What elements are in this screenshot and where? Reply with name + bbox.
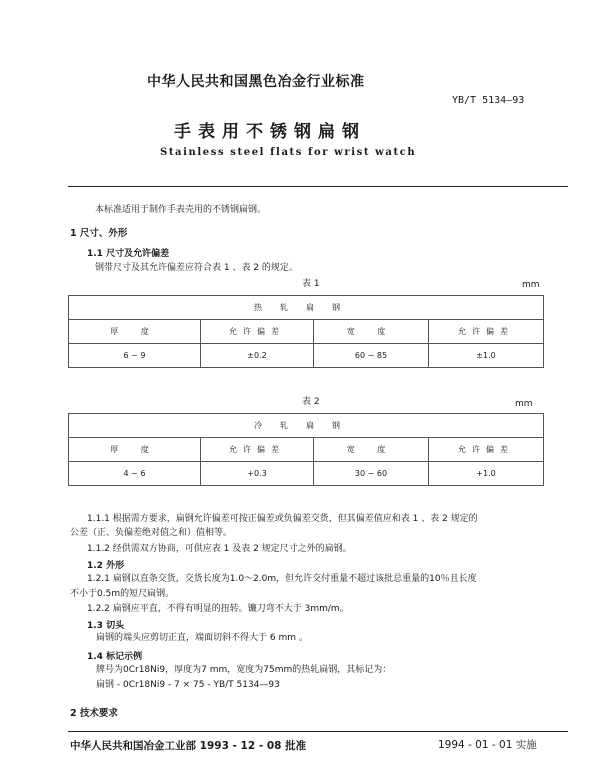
section-2-heading: 2 技术要求 [70, 708, 118, 719]
table-1-cell-width: 60 ~ 85 [314, 344, 429, 368]
clause-1-2-1-line2: 不小于0.5m的短尺扁钢。 [70, 589, 175, 599]
section-1-2-heading: 1.2 外形 [87, 561, 125, 571]
table-2-cell-tolerance-2: +1.0 [429, 462, 544, 486]
table-1-header-width: 宽 度 [314, 320, 429, 344]
clause-1-3-text: 扁钢的端头应剪切正直，端面切斜不得大于 6 mm 。 [96, 633, 308, 643]
table-2-unit: mm [515, 399, 533, 409]
marking-example-line2: 扁钢 - 0Cr18Ni9 - 7 × 75 - YB/T 5134—93 [96, 680, 280, 690]
table-row [69, 438, 544, 462]
intro-text: 本标准适用于制作手表壳用的不锈钢扁钢。 [95, 205, 267, 215]
section-1-1-heading: 1.1 尺寸及允许偏差 [87, 249, 170, 259]
table-1-unit: mm [522, 280, 540, 290]
clause-1-1-2: 1.1.2 经供需双方协商，可供应表 1 及表 2 规定尺寸之外的扁钢。 [87, 544, 352, 554]
table-row [69, 344, 544, 368]
table-1-caption: 表 1 [302, 279, 320, 289]
footer-rule [68, 731, 568, 732]
clause-1-1-1-line1: 1.1.1 根据需方要求，扁钢允许偏差可按正偏差或负偏差交货，但其偏差值应和表 1 、表 2 规定的 [87, 514, 478, 524]
table-2-header-tolerance-1: 允许偏差 [201, 438, 314, 462]
issuing-org: 中华人民共和国黑色冶金行业标准 [147, 74, 365, 90]
approval-date: 中华人民共和国冶金工业部 1993 - 12 - 08 批准 [70, 740, 307, 752]
table-2-caption: 表 2 [302, 397, 320, 407]
title-english: Stainless steel flats for wrist watch [160, 147, 417, 158]
table-1-group-header: 热轧扁钢 [69, 296, 544, 320]
table-1-cell-tolerance-1: ±0.2 [201, 344, 314, 368]
clause-1-1-1-line2: 公差（正、负偏差绝对值之和）值相等。 [70, 528, 233, 538]
marking-example-line1: 牌号为0Cr18Ni9，厚度为7 mm，宽度为75mm的热轧扁钢，其标记为： [96, 665, 392, 675]
table-1-cell-tolerance-2: ±1.0 [429, 344, 544, 368]
table-2-header-width: 宽 度 [314, 438, 429, 462]
clause-1-2-1-line1: 1.2.1 扁钢以直条交货，交货长度为1.0～2.0m，但允许交付重量不超过该批总重量的10％且长度 [87, 574, 477, 584]
table-row [69, 414, 544, 438]
header-rule [68, 186, 568, 187]
standard-number: YB/T 5134—93 [452, 95, 525, 106]
table-2-header-tolerance-2: 允许偏差 [429, 438, 544, 462]
section-1-heading: 1 尺寸、外形 [70, 228, 128, 239]
table-row [69, 462, 544, 486]
table-2-cell-width: 30 ~ 60 [314, 462, 429, 486]
table-1-header-thickness: 厚 度 [69, 320, 201, 344]
table-1-header-tolerance-1: 允许偏差 [201, 320, 314, 344]
table-row [69, 296, 544, 320]
table-2-cell-thickness: 4 ~ 6 [69, 462, 201, 486]
table-2-cell-tolerance-1: +0.3 [201, 462, 314, 486]
title-chinese: 手表用不锈钢扁钢 [174, 122, 366, 142]
table-1-cell-thickness: 6 ~ 9 [69, 344, 201, 368]
section-1-1-text: 钢带尺寸及其允许偏差应符合表 1 、表 2 的规定。 [95, 263, 298, 273]
effective-date: 1994 - 01 - 01 实施 [438, 739, 537, 751]
table-2-header-thickness: 厚 度 [69, 438, 201, 462]
clause-1-2-2: 1.2.2 扁钢应平直，不得有明显的扭转。镰刀弯不大于 3mm/m。 [87, 604, 349, 614]
table-row [69, 320, 544, 344]
table-1 [68, 295, 544, 368]
table-2-group-header: 冷轧扁钢 [69, 414, 544, 438]
table-2 [68, 413, 544, 486]
table-1-header-tolerance-2: 允许偏差 [429, 320, 544, 344]
section-1-4-heading: 1.4 标记示例 [87, 652, 143, 662]
section-1-3-heading: 1.3 切头 [87, 621, 125, 631]
